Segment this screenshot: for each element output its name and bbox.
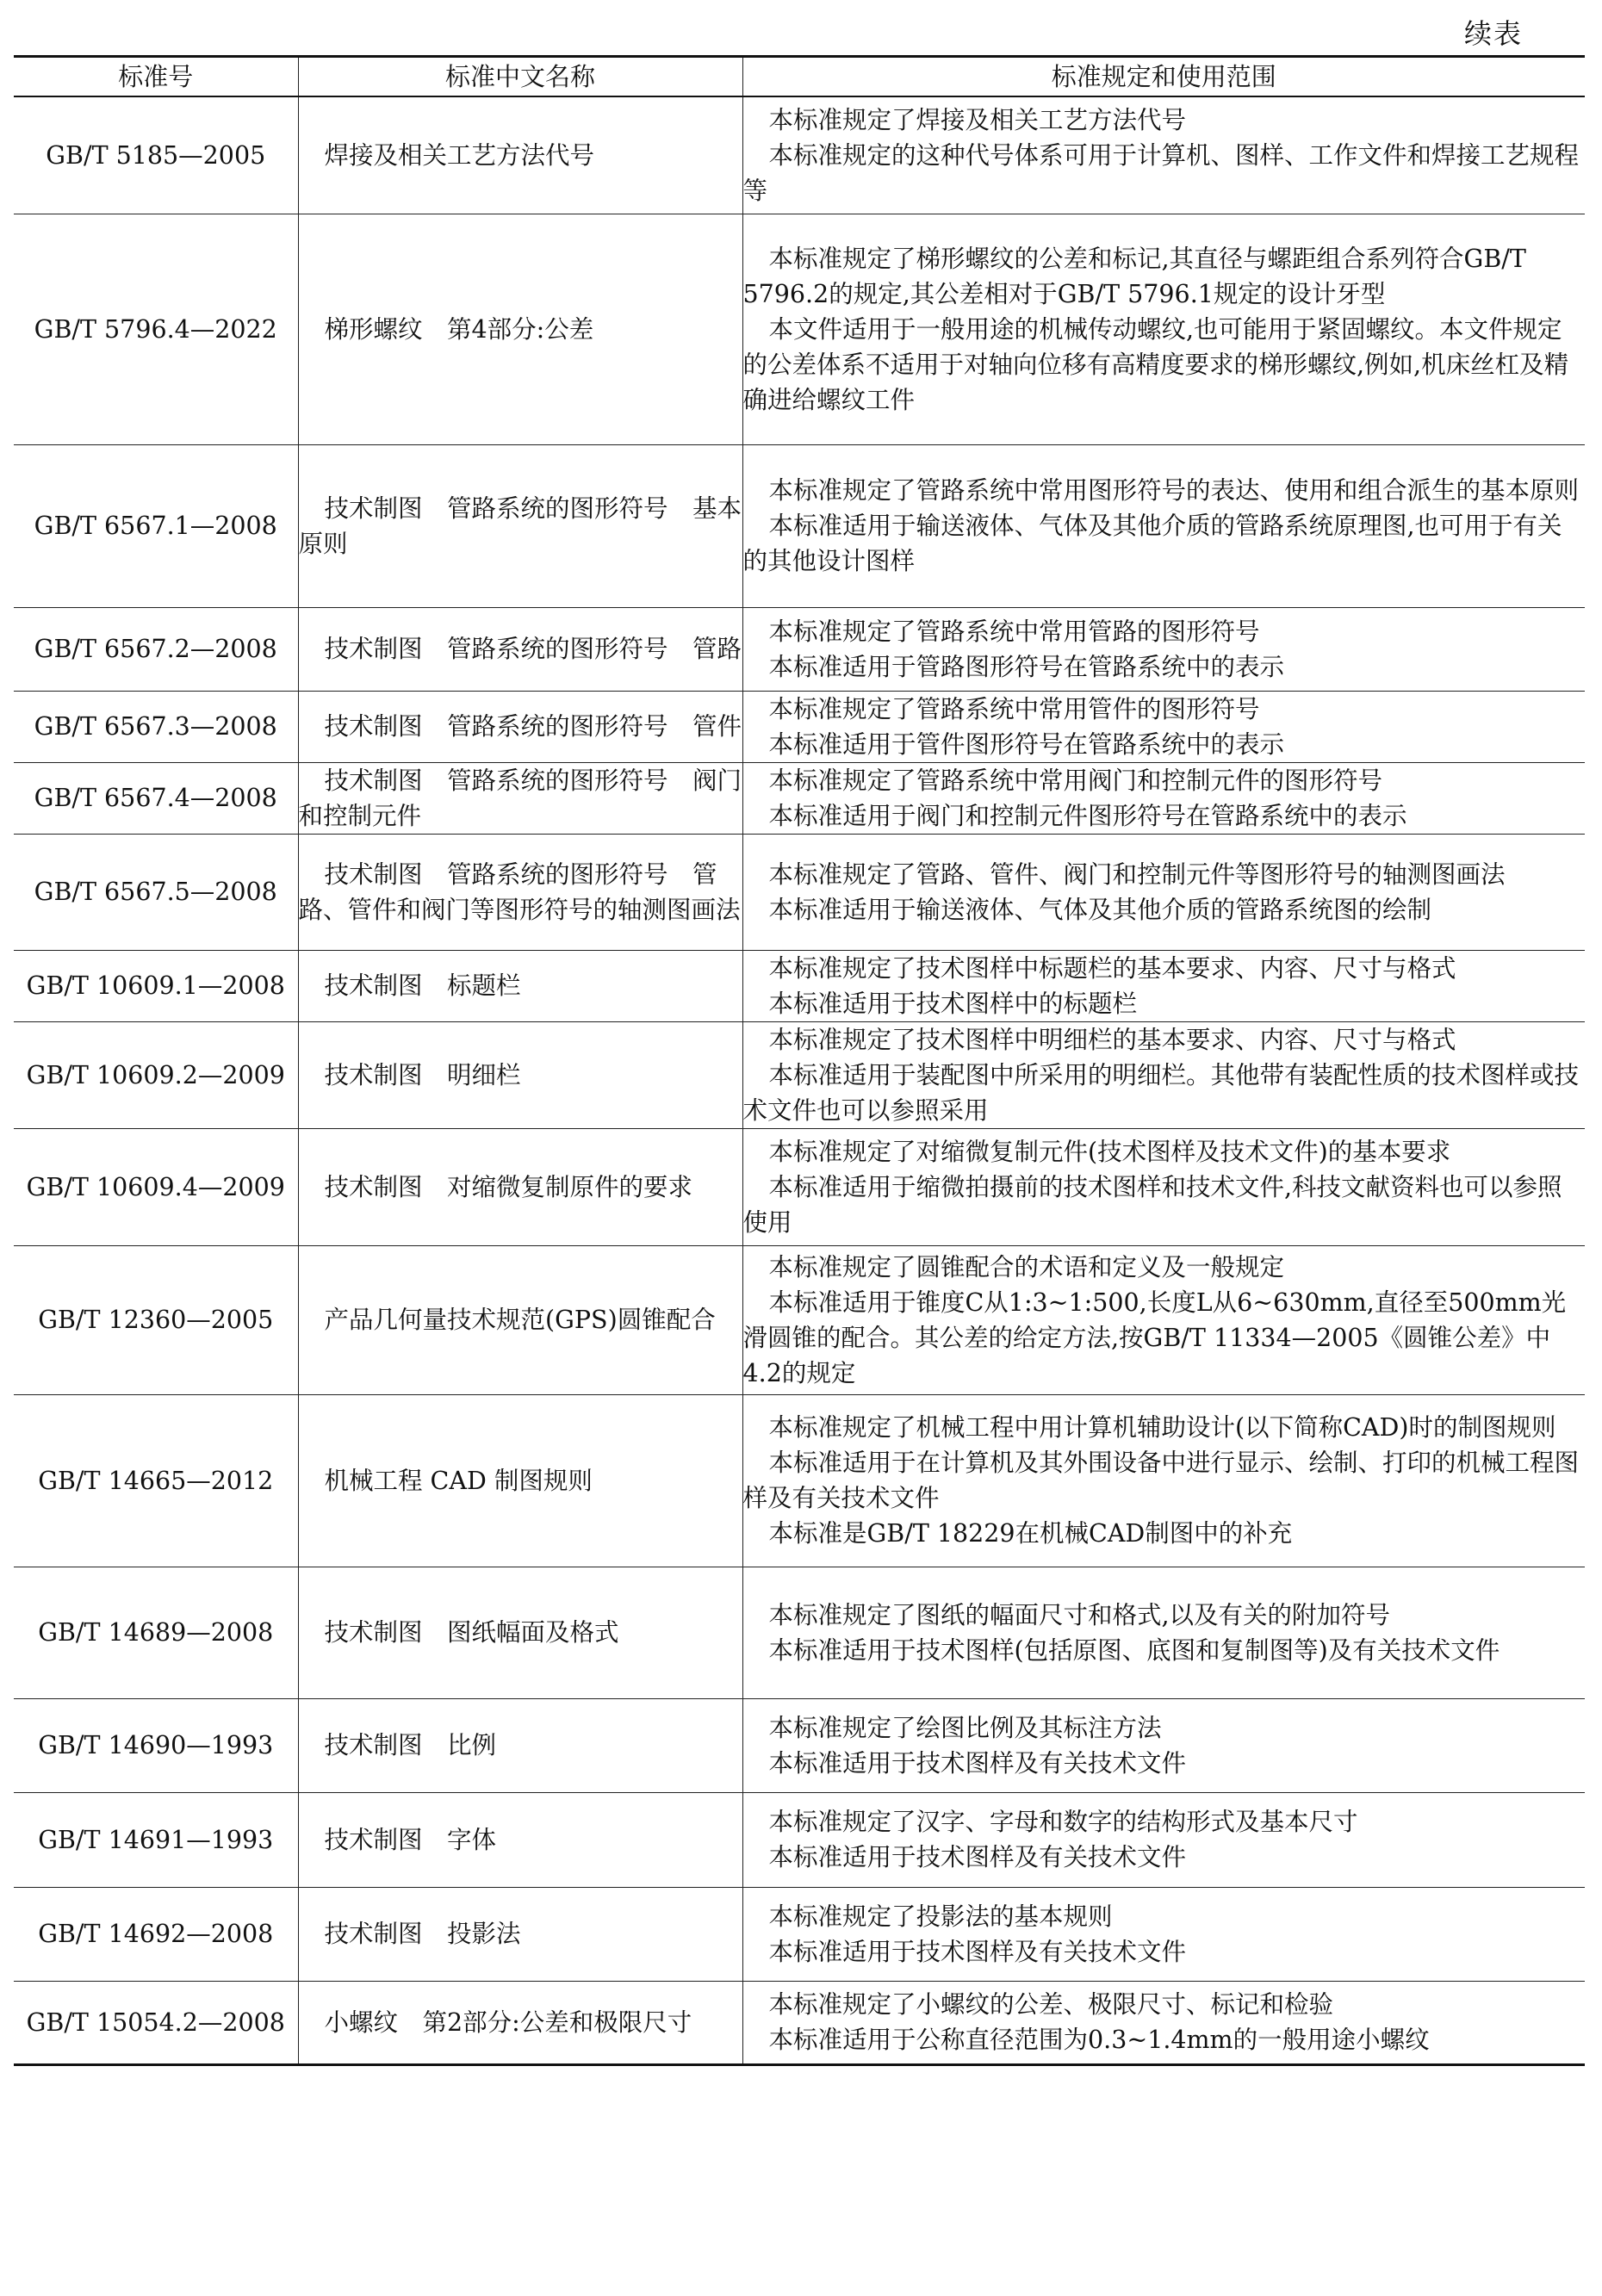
standard-name-cell: [298, 1981, 742, 2064]
standard-number: GB/T 12360—2005: [14, 1245, 298, 1394]
scope-paragraph: 本标准适用于技术图样(包括原图、底图和复制图等)及有关技术文件: [768, 1635, 1500, 1665]
table-row: [14, 1567, 1585, 1698]
standard-name-cell: [298, 834, 742, 950]
scope-paragraph: 本标准规定了技术图样中标题栏的基本要求、内容、尺寸与格式: [768, 953, 1456, 983]
standard-number: GB/T 6567.4—2008: [14, 762, 298, 834]
scope-paragraph: 本标准规定了对缩微复制元件(技术图样及技术文件)的基本要求: [768, 1137, 1451, 1166]
standard-name: 产品几何量技术规范(GPS)圆锥配合: [324, 1306, 716, 1334]
scope-paragraph: 本标准适用于管件图形符号在管路系统中的表示: [768, 729, 1285, 759]
standard-scope-cell: [742, 1567, 1585, 1698]
standard-number: GB/T 10609.2—2009: [14, 1021, 298, 1128]
table-header-row: [14, 57, 1585, 97]
header-scope: 标准规定和使用范围: [742, 57, 1585, 97]
scope-paragraph: 本标准适用于技术图样及有关技术文件: [768, 1843, 1187, 1871]
standard-name-cell: [298, 1245, 742, 1394]
scope-paragraph: 本标准适用于技术图样及有关技术文件: [768, 1937, 1187, 1966]
scope-paragraph: 本标准适用于管路图形符号在管路系统中的表示: [768, 652, 1285, 681]
standard-name: 梯形螺纹 第4部分:公差: [324, 314, 594, 344]
scope-paragraph: 本标准适用于缩微拍摄前的技术图样和技术文件,科技文献资料也可以参照使用: [742, 1172, 1562, 1237]
standard-scope-cell: [742, 1245, 1585, 1394]
scope-paragraph: 本标准规定了管路系统中常用阀门和控制元件的图形符号: [768, 766, 1383, 795]
scope-paragraph: 本标准规定了小螺纹的公差、极限尺寸、标记和检验: [768, 1990, 1334, 2019]
table-row: [14, 444, 1585, 607]
standard-name-cell: [298, 607, 742, 691]
table-row: [14, 762, 1585, 834]
continuation-label: 续表: [1463, 17, 1523, 50]
table-row: [14, 607, 1585, 691]
standard-name: 技术制图 标题栏: [324, 971, 521, 1000]
scope-paragraph: 本标准适用于技术图样及有关技术文件: [768, 1748, 1187, 1778]
standard-name: 技术制图 字体: [324, 1825, 497, 1854]
standard-name-cell: [298, 1128, 742, 1245]
table-row: [14, 1981, 1585, 2064]
table-row: [14, 691, 1585, 762]
scope-paragraph: 本标准是GB/T 18229在机械CAD制图中的补充: [768, 1519, 1293, 1548]
scope-paragraph: 本标准规定了管路、管件、阀门和控制元件等图形符号的轴测图画法: [768, 859, 1506, 889]
standard-name: 技术制图 对缩微复制原件的要求: [324, 1172, 693, 1201]
table-row: [14, 1887, 1585, 1981]
table-row: [14, 950, 1585, 1021]
scope-paragraph: 本文件适用于一般用途的机械传动螺纹,也可能用于紧固螺纹。本文件规定的公差体系不适用于对轴向位移有高精度要求的梯形螺纹,例如,机床丝杠及精确进给螺纹工件: [742, 314, 1569, 414]
standard-scope-cell: [742, 1128, 1585, 1245]
standard-name: 技术制图 管路系统的图形符号 阀门和控制元件: [298, 766, 742, 830]
standard-name-cell: [298, 691, 742, 762]
standard-scope-cell: [742, 607, 1585, 691]
scope-paragraph: 本标准规定了管路系统中常用图形符号的表达、使用和组合派生的基本原则: [768, 476, 1580, 505]
standard-number: GB/T 14692—2008: [14, 1887, 298, 1981]
standard-name-cell: [298, 1698, 742, 1792]
standard-scope-cell: [742, 1394, 1585, 1567]
standard-name: 技术制图 管路系统的图形符号 基本原则: [298, 493, 742, 558]
standard-number: GB/T 5185—2005: [14, 96, 298, 214]
scope-paragraph: 本标准规定了技术图样中明细栏的基本要求、内容、尺寸与格式: [768, 1025, 1456, 1054]
standard-scope-cell: [742, 834, 1585, 950]
scope-paragraph: 本标准规定了汉字、字母和数字的结构形式及基本尺寸: [768, 1808, 1358, 1836]
scope-paragraph: 本标准适用于装配图中所采用的明细栏。其他带有装配性质的技术图样或技术文件也可以参照采用: [742, 1060, 1580, 1125]
scope-paragraph: 本标准适用于技术图样中的标题栏: [768, 989, 1138, 1018]
scope-paragraph: 本标准适用于输送液体、气体及其他介质的管路系统原理图,也可用于有关的其他设计图样: [742, 512, 1562, 575]
standard-name-cell: [298, 950, 742, 1021]
header-chinese-name: 标准中文名称: [298, 57, 742, 97]
scope-paragraph: 本标准规定了投影法的基本规则: [768, 1902, 1113, 1931]
standard-number: GB/T 6567.5—2008: [14, 834, 298, 950]
standard-scope-cell: [742, 214, 1585, 444]
table-row: [14, 1128, 1585, 1245]
standard-number: GB/T 15054.2—2008: [14, 1981, 298, 2064]
standard-scope-cell: [742, 762, 1585, 834]
standard-scope-cell: [742, 691, 1585, 762]
table-row: [14, 1021, 1585, 1128]
table-row: [14, 834, 1585, 950]
standard-name-cell: [298, 96, 742, 214]
scope-paragraph: 本标准规定了绘图比例及其标注方法: [768, 1713, 1162, 1742]
standard-name: 技术制图 明细栏: [324, 1060, 521, 1089]
table-row: [14, 1698, 1585, 1792]
standard-number: GB/T 14665—2012: [14, 1394, 298, 1567]
scope-paragraph: 本标准规定了图纸的幅面尺寸和格式,以及有关的附加符号: [768, 1600, 1391, 1629]
scope-paragraph: 本标准规定了焊接及相关工艺方法代号: [768, 105, 1187, 134]
standard-name-cell: [298, 1792, 742, 1887]
standard-name: 小螺纹 第2部分:公差和极限尺寸: [324, 2007, 692, 2037]
standard-scope-cell: [742, 1981, 1585, 2064]
standard-number: GB/T 10609.1—2008: [14, 950, 298, 1021]
scope-paragraph: 本标准规定了管路系统中常用管路的图形符号: [768, 617, 1260, 646]
scope-paragraph: 本标准规定了管路系统中常用管件的图形符号: [768, 694, 1260, 723]
header-standard-number: 标准号: [14, 57, 298, 97]
standard-name-cell: [298, 1394, 742, 1567]
standard-scope-cell: [742, 1021, 1585, 1128]
standard-name: 技术制图 管路系统的图形符号 管路: [324, 635, 742, 663]
table-row: [14, 214, 1585, 444]
table-row: [14, 1792, 1585, 1887]
standard-name-cell: [298, 214, 742, 444]
table-row: [14, 96, 1585, 214]
scope-paragraph: 本标准适用于锥度C从1:3~1:500,长度L从6~630mm,直径至500mm光滑圆锥的配合。其公差的给定方法,按GB/T 11334—2005《圆锥公差》中4.2的规定: [742, 1288, 1567, 1387]
standard-name: 机械工程 CAD 制图规则: [324, 1466, 593, 1495]
standard-name: 技术制图 图纸幅面及格式: [324, 1618, 619, 1647]
standard-name-cell: [298, 1887, 742, 1981]
standards-table: [14, 55, 1585, 2066]
scope-paragraph: 本标准适用于阀门和控制元件图形符号在管路系统中的表示: [768, 801, 1407, 830]
standard-scope-cell: [742, 444, 1585, 607]
scope-paragraph: 本标准规定了机械工程中用计算机辅助设计(以下简称CAD)时的制图规则: [768, 1413, 1556, 1442]
standard-number: GB/T 6567.2—2008: [14, 607, 298, 691]
standard-name: 技术制图 管路系统的图形符号 管件: [324, 712, 742, 741]
standard-name-cell: [298, 444, 742, 607]
scope-paragraph: 本标准规定了圆锥配合的术语和定义及一般规定: [768, 1252, 1285, 1281]
table-row: [14, 1245, 1585, 1394]
standard-number: GB/T 6567.3—2008: [14, 691, 298, 762]
scope-paragraph: 本标准规定了梯形螺纹的公差和标记,其直径与螺距组合系列符合GB/T 5796.2的规定,其公差相对于GB/T 5796.1规定的设计牙型: [742, 244, 1526, 308]
standard-number: GB/T 14690—1993: [14, 1698, 298, 1792]
standard-scope-cell: [742, 950, 1585, 1021]
table-row: [14, 1394, 1585, 1567]
standard-number: GB/T 10609.4—2009: [14, 1128, 298, 1245]
standard-number: GB/T 5796.4—2022: [14, 214, 298, 444]
scope-paragraph: 本标准适用于在计算机及其外围设备中进行显示、绘制、打印的机械工程图样及有关技术文件: [742, 1449, 1580, 1512]
standard-scope-cell: [742, 1792, 1585, 1887]
standard-name-cell: [298, 1021, 742, 1128]
scope-paragraph: 本标准适用于公称直径范围为0.3~1.4mm的一般用途小螺纹: [768, 2026, 1430, 2054]
standard-name-cell: [298, 1567, 742, 1698]
scope-paragraph: 本标准适用于输送液体、气体及其他介质的管路系统图的绘制: [768, 895, 1432, 924]
standard-number: GB/T 14689—2008: [14, 1567, 298, 1698]
standard-scope-cell: [742, 96, 1585, 214]
standard-name-cell: [298, 762, 742, 834]
standard-scope-cell: [742, 1887, 1585, 1981]
standard-name: 技术制图 投影法: [324, 1920, 521, 1948]
standard-number: GB/T 14691—1993: [14, 1792, 298, 1887]
standard-number: GB/T 6567.1—2008: [14, 444, 298, 607]
standard-name: 技术制图 比例: [324, 1731, 497, 1759]
standard-name: 技术制图 管路系统的图形符号 管路、管件和阀门等图形符号的轴测图画法: [298, 859, 741, 924]
scope-paragraph: 本标准规定的这种代号体系可用于计算机、图样、工作文件和焊接工艺规程等: [742, 140, 1580, 205]
standard-scope-cell: [742, 1698, 1585, 1792]
standard-name: 焊接及相关工艺方法代号: [324, 140, 595, 170]
